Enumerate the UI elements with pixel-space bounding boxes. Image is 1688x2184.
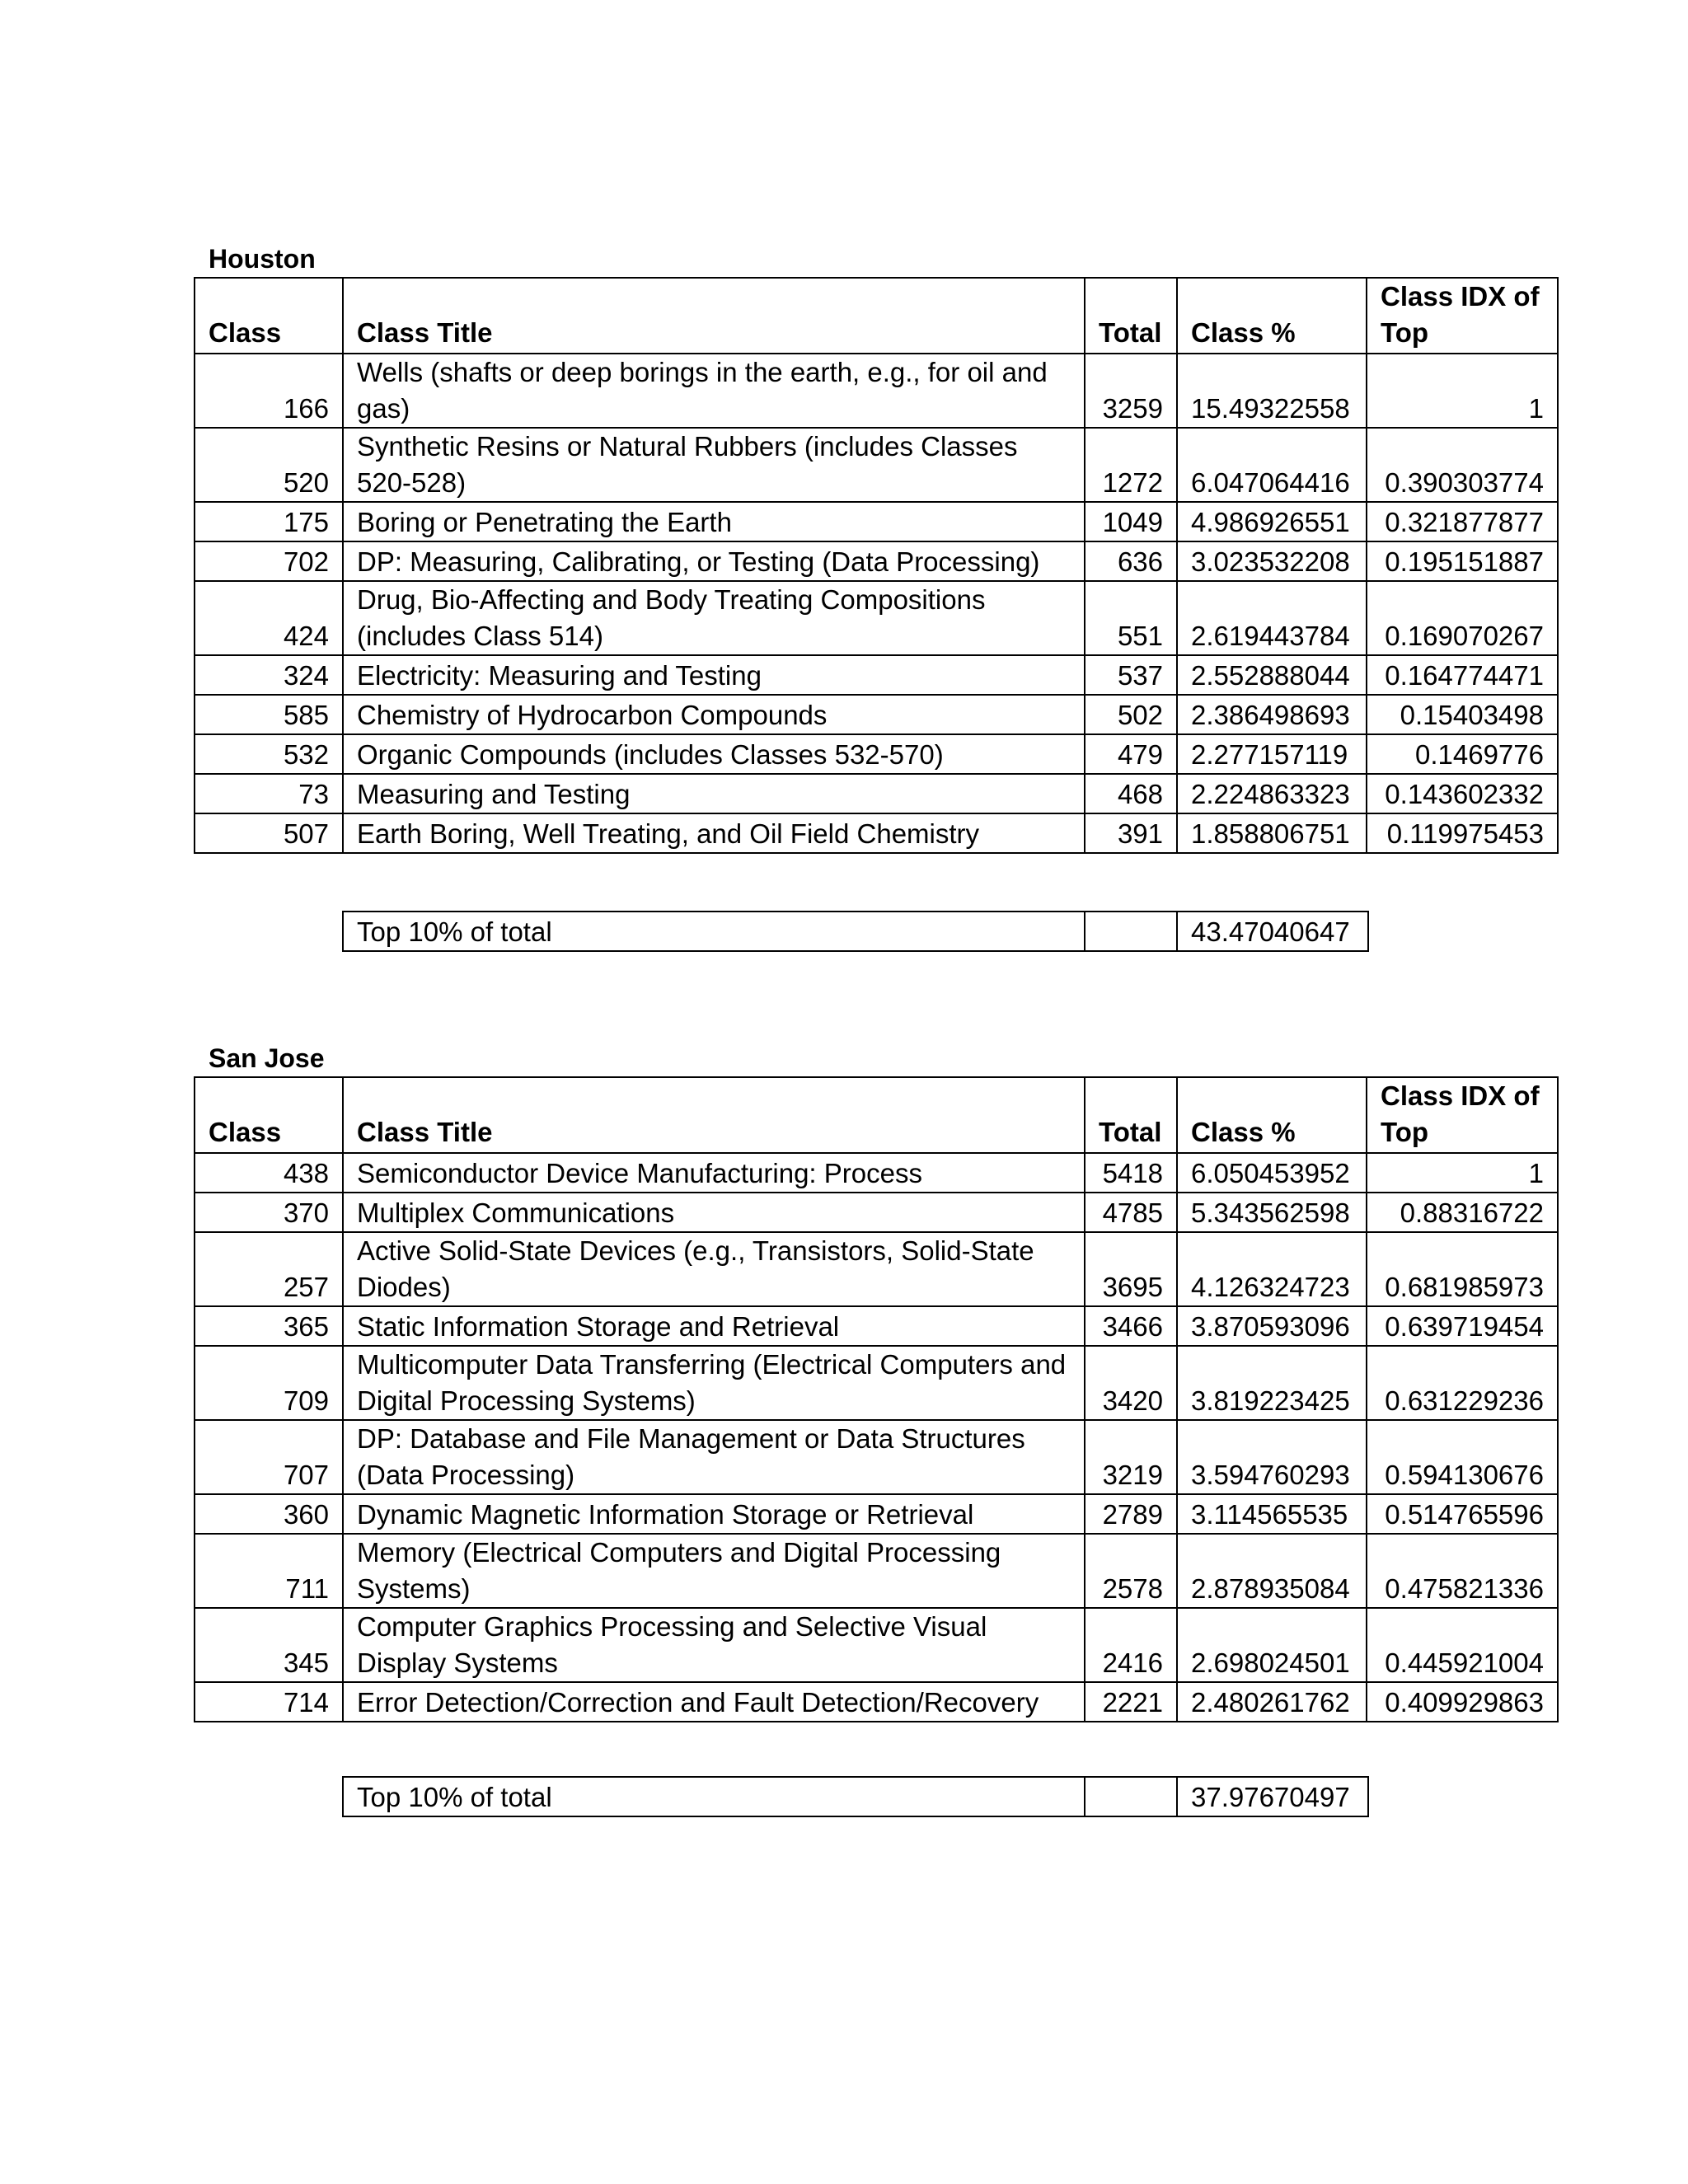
table-row bbox=[195, 1306, 1558, 1346]
class-title-cell: Wells (shafts or deep borings in the earth, e.g., for oil and gas) bbox=[343, 354, 1085, 428]
total-cell: 4785 bbox=[1085, 1193, 1177, 1232]
table-row bbox=[195, 1682, 1558, 1722]
class-cell: 709 bbox=[195, 1346, 343, 1420]
total-cell: 2789 bbox=[1085, 1494, 1177, 1534]
total-cell: 3695 bbox=[1085, 1232, 1177, 1306]
class-pct-cell: 3.594760293 bbox=[1177, 1420, 1367, 1494]
class-title-cell: Active Solid-State Devices (e.g., Transistors, Solid-State Diodes) bbox=[343, 1232, 1085, 1306]
class-idx-cell: 0.594130676 bbox=[1367, 1420, 1558, 1494]
total-cell: 3219 bbox=[1085, 1420, 1177, 1494]
total-cell: 502 bbox=[1085, 695, 1177, 734]
summary-label: Top 10% of total bbox=[343, 912, 1085, 951]
summary-row bbox=[343, 1777, 1368, 1816]
class-title-cell: Multiplex Communications bbox=[343, 1193, 1085, 1232]
summary-label: Top 10% of total bbox=[343, 1777, 1085, 1816]
class-idx-cell: 0.321877877 bbox=[1367, 502, 1558, 541]
total-cell: 468 bbox=[1085, 774, 1177, 813]
class-pct-cell: 2.386498693 bbox=[1177, 695, 1367, 734]
class-pct-cell: 2.878935084 bbox=[1177, 1534, 1367, 1608]
class-cell: 370 bbox=[195, 1193, 343, 1232]
column-header-total: Total bbox=[1085, 278, 1177, 354]
class-pct-cell: 3.114565535 bbox=[1177, 1494, 1367, 1534]
class-pct-cell: 4.986926551 bbox=[1177, 502, 1367, 541]
table-row bbox=[195, 774, 1558, 813]
class-pct-cell: 3.023532208 bbox=[1177, 541, 1367, 581]
column-header-total: Total bbox=[1085, 1077, 1177, 1153]
total-cell: 3466 bbox=[1085, 1306, 1177, 1346]
class-title-cell: DP: Measuring, Calibrating, or Testing (Data Processing) bbox=[343, 541, 1085, 581]
summary-value: 37.97670497 bbox=[1177, 1777, 1368, 1816]
total-cell: 2221 bbox=[1085, 1682, 1177, 1722]
table-row bbox=[195, 1494, 1558, 1534]
class-title-cell: Error Detection/Correction and Fault Detection/Recovery bbox=[343, 1682, 1085, 1722]
total-cell: 1272 bbox=[1085, 428, 1177, 502]
houston-table bbox=[194, 277, 1559, 854]
table-row bbox=[195, 1153, 1558, 1193]
class-cell: 711 bbox=[195, 1534, 343, 1608]
class-title-cell: Dynamic Magnetic Information Storage or Retrieval bbox=[343, 1494, 1085, 1534]
class-title-cell: Organic Compounds (includes Classes 532-570) bbox=[343, 734, 1085, 774]
table-row bbox=[195, 1346, 1558, 1420]
column-header-class-pct: Class % bbox=[1177, 278, 1367, 354]
class-idx-cell: 0.445921004 bbox=[1367, 1608, 1558, 1682]
class-cell: 73 bbox=[195, 774, 343, 813]
table-row bbox=[195, 695, 1558, 734]
class-title-cell: Static Information Storage and Retrieval bbox=[343, 1306, 1085, 1346]
summary-total-cell bbox=[1085, 912, 1177, 951]
class-title-cell: Synthetic Resins or Natural Rubbers (includes Classes 520-528) bbox=[343, 428, 1085, 502]
class-cell: 360 bbox=[195, 1494, 343, 1534]
table-header-row bbox=[195, 1077, 1558, 1153]
class-pct-cell: 3.870593096 bbox=[1177, 1306, 1367, 1346]
column-header-class-idx: Class IDX of Top bbox=[1367, 1077, 1558, 1153]
table-row bbox=[195, 502, 1558, 541]
class-title-cell: Measuring and Testing bbox=[343, 774, 1085, 813]
class-cell: 520 bbox=[195, 428, 343, 502]
class-idx-cell: 0.390303774 bbox=[1367, 428, 1558, 502]
class-pct-cell: 2.698024501 bbox=[1177, 1608, 1367, 1682]
class-pct-cell: 2.480261762 bbox=[1177, 1682, 1367, 1722]
class-pct-cell: 3.819223425 bbox=[1177, 1346, 1367, 1420]
class-idx-cell: 0.639719454 bbox=[1367, 1306, 1558, 1346]
class-pct-cell: 4.126324723 bbox=[1177, 1232, 1367, 1306]
class-pct-cell: 1.858806751 bbox=[1177, 813, 1367, 853]
class-cell: 702 bbox=[195, 541, 343, 581]
table-row bbox=[195, 428, 1558, 502]
total-cell: 5418 bbox=[1085, 1153, 1177, 1193]
class-pct-cell: 2.552888044 bbox=[1177, 655, 1367, 695]
class-idx-cell: 0.195151887 bbox=[1367, 541, 1558, 581]
total-cell: 2578 bbox=[1085, 1534, 1177, 1608]
table-row bbox=[195, 1420, 1558, 1494]
class-title-cell: Boring or Penetrating the Earth bbox=[343, 502, 1085, 541]
class-idx-cell: 0.15403498 bbox=[1367, 695, 1558, 734]
class-title-cell: Earth Boring, Well Treating, and Oil Field Chemistry bbox=[343, 813, 1085, 853]
table-row bbox=[195, 1193, 1558, 1232]
class-cell: 175 bbox=[195, 502, 343, 541]
class-pct-cell: 2.277157119 bbox=[1177, 734, 1367, 774]
san-jose-summary-table bbox=[342, 1776, 1369, 1817]
column-header-class: Class bbox=[195, 1077, 343, 1153]
total-cell: 1049 bbox=[1085, 502, 1177, 541]
class-cell: 438 bbox=[195, 1153, 343, 1193]
class-pct-cell: 5.343562598 bbox=[1177, 1193, 1367, 1232]
table-row bbox=[195, 354, 1558, 428]
column-header-class-title: Class Title bbox=[343, 1077, 1085, 1153]
column-header-class-pct: Class % bbox=[1177, 1077, 1367, 1153]
houston-summary-table bbox=[342, 911, 1369, 952]
class-title-cell: Multicomputer Data Transferring (Electrical Computers and Digital Processing Systems) bbox=[343, 1346, 1085, 1420]
san-jose-table bbox=[194, 1076, 1559, 1722]
class-cell: 714 bbox=[195, 1682, 343, 1722]
section-title: San Jose bbox=[209, 1043, 325, 1073]
class-idx-cell: 0.1469776 bbox=[1367, 734, 1558, 774]
table-row bbox=[195, 655, 1558, 695]
column-header-class-title: Class Title bbox=[343, 278, 1085, 354]
class-cell: 507 bbox=[195, 813, 343, 853]
table-row bbox=[195, 541, 1558, 581]
total-cell: 3259 bbox=[1085, 354, 1177, 428]
summary-row bbox=[343, 912, 1368, 951]
total-cell: 3420 bbox=[1085, 1346, 1177, 1420]
class-title-cell: Electricity: Measuring and Testing bbox=[343, 655, 1085, 695]
class-idx-cell: 0.169070267 bbox=[1367, 581, 1558, 655]
class-title-cell: Drug, Bio-Affecting and Body Treating Compositions (includes Class 514) bbox=[343, 581, 1085, 655]
class-idx-cell: 1 bbox=[1367, 1153, 1558, 1193]
table-row bbox=[195, 1232, 1558, 1306]
summary-value: 43.47040647 bbox=[1177, 912, 1368, 951]
class-cell: 324 bbox=[195, 655, 343, 695]
class-pct-cell: 2.224863323 bbox=[1177, 774, 1367, 813]
table-row bbox=[195, 813, 1558, 853]
table-row bbox=[195, 734, 1558, 774]
table-row bbox=[195, 581, 1558, 655]
class-cell: 345 bbox=[195, 1608, 343, 1682]
class-idx-cell: 0.88316722 bbox=[1367, 1193, 1558, 1232]
class-idx-cell: 0.514765596 bbox=[1367, 1494, 1558, 1534]
class-idx-cell: 0.409929863 bbox=[1367, 1682, 1558, 1722]
class-title-cell: Computer Graphics Processing and Selective Visual Display Systems bbox=[343, 1608, 1085, 1682]
class-title-cell: Chemistry of Hydrocarbon Compounds bbox=[343, 695, 1085, 734]
total-cell: 636 bbox=[1085, 541, 1177, 581]
column-header-class-idx: Class IDX of Top bbox=[1367, 278, 1558, 354]
class-cell: 166 bbox=[195, 354, 343, 428]
class-cell: 707 bbox=[195, 1420, 343, 1494]
total-cell: 2416 bbox=[1085, 1608, 1177, 1682]
class-cell: 365 bbox=[195, 1306, 343, 1346]
class-cell: 257 bbox=[195, 1232, 343, 1306]
total-cell: 551 bbox=[1085, 581, 1177, 655]
class-idx-cell: 0.681985973 bbox=[1367, 1232, 1558, 1306]
class-cell: 424 bbox=[195, 581, 343, 655]
class-title-cell: Semiconductor Device Manufacturing: Process bbox=[343, 1153, 1085, 1193]
total-cell: 479 bbox=[1085, 734, 1177, 774]
class-cell: 585 bbox=[195, 695, 343, 734]
class-pct-cell: 6.047064416 bbox=[1177, 428, 1367, 502]
total-cell: 391 bbox=[1085, 813, 1177, 853]
class-idx-cell: 0.631229236 bbox=[1367, 1346, 1558, 1420]
class-title-cell: DP: Database and File Management or Data Structures (Data Processing) bbox=[343, 1420, 1085, 1494]
class-pct-cell: 6.050453952 bbox=[1177, 1153, 1367, 1193]
table-row bbox=[195, 1608, 1558, 1682]
class-cell: 532 bbox=[195, 734, 343, 774]
table-row bbox=[195, 1534, 1558, 1608]
class-idx-cell: 1 bbox=[1367, 354, 1558, 428]
summary-total-cell bbox=[1085, 1777, 1177, 1816]
column-header-class: Class bbox=[195, 278, 343, 354]
class-idx-cell: 0.143602332 bbox=[1367, 774, 1558, 813]
table-header-row bbox=[195, 278, 1558, 354]
class-idx-cell: 0.475821336 bbox=[1367, 1534, 1558, 1608]
class-title-cell: Memory (Electrical Computers and Digital Processing Systems) bbox=[343, 1534, 1085, 1608]
class-idx-cell: 0.119975453 bbox=[1367, 813, 1558, 853]
total-cell: 537 bbox=[1085, 655, 1177, 695]
section-title: Houston bbox=[209, 244, 316, 274]
class-idx-cell: 0.164774471 bbox=[1367, 655, 1558, 695]
class-pct-cell: 15.49322558 bbox=[1177, 354, 1367, 428]
class-pct-cell: 2.619443784 bbox=[1177, 581, 1367, 655]
